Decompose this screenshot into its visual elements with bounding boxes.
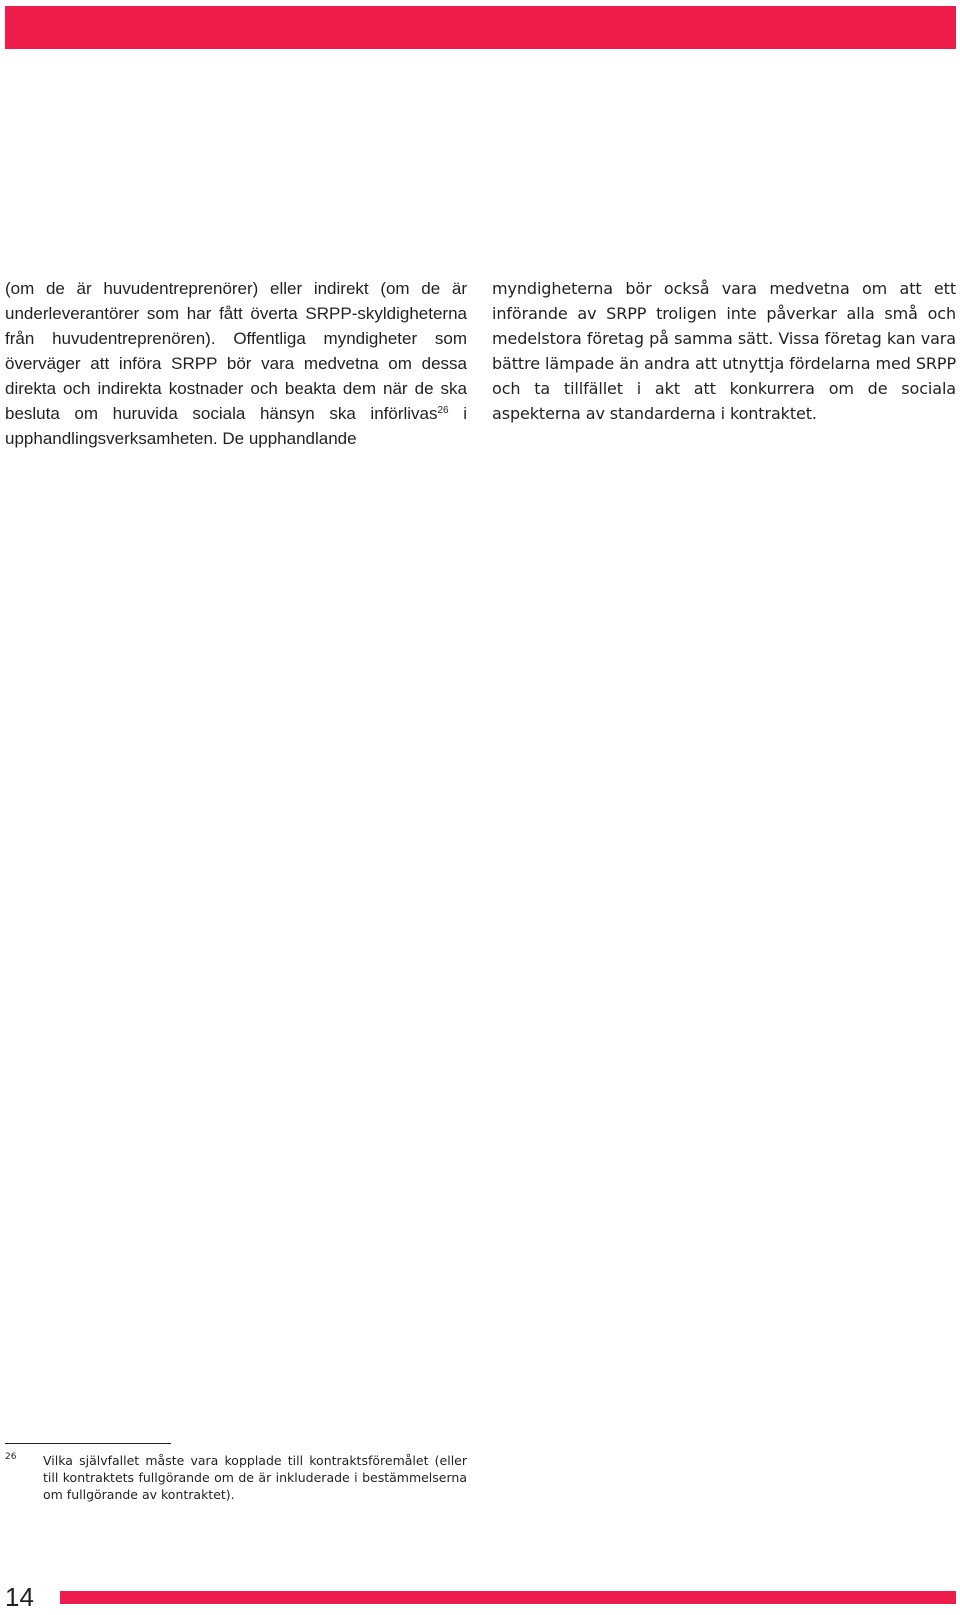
footnote-text: Vilka självfallet måste vara kopplade till kontraktsföremålet (eller till kontraktets fullgörande om de är inkluderade i bestämmelserna om fullgörande av kontraktet). [43, 1453, 467, 1502]
footnote-divider [5, 1443, 171, 1444]
paragraph-left-text: (om de är huvudentreprenörer) eller indirekt (om de är underleverantörer som har fått överta SRPP-skyldigheterna från huvudentreprenören). Offentliga myndigheter som överväger att införa SRPP bör vara medvetna om dessa direkta och indirekta kostnader och beakta dem när de ska besluta om huruvida sociala hänsyn ska införlivas [5, 279, 467, 423]
footer-accent-bar [60, 1591, 956, 1604]
body-column-right [492, 276, 956, 426]
footnote [5, 1452, 467, 1503]
paragraph-left-text-continued: i upphandlingsverksamheten. De upphandlande [5, 404, 467, 448]
body-column-left [5, 276, 467, 451]
footnote-reference[interactable]: 26 [437, 405, 449, 416]
footnote-number: 26 [5, 1452, 17, 1462]
header-accent-bar [5, 6, 956, 49]
page-number: 14 [5, 1582, 34, 1612]
paragraph-right: myndigheterna bör också vara medvetna om att ett införande av SRPP troligen inte påverkar alla små och medelstora företag på samma sätt. Vissa företag kan vara bättre lämpade än andra att utnyttja fördelarna med SRPP och ta tillfället i akt att konkurrera om de sociala aspekterna av standarderna i kontraktet. [492, 279, 956, 423]
paragraph-left [5, 276, 467, 451]
